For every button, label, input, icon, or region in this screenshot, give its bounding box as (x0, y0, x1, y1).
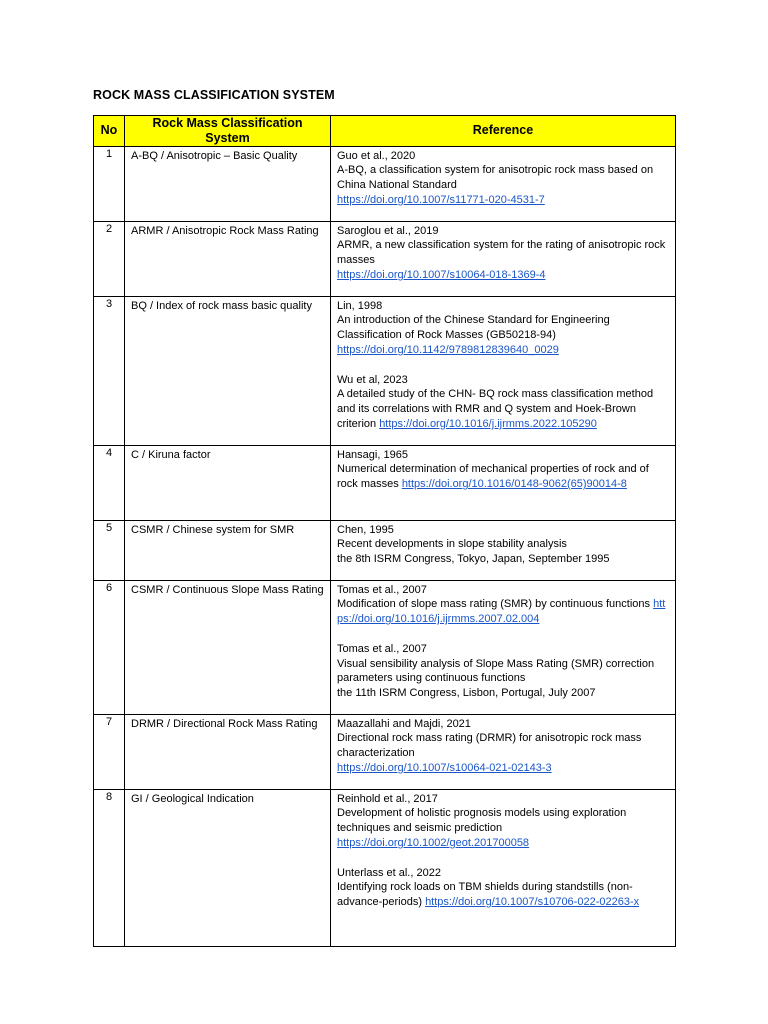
reference-entry (337, 149, 669, 208)
reference-cell (331, 445, 676, 520)
reference-author: Saroglou et al., 2019 (337, 224, 439, 237)
row-number: 2 (94, 221, 125, 296)
reference-cell (331, 146, 676, 221)
reference-title: A-BQ, a classification system for anisotropic rock mass based on China National Standard (337, 164, 654, 192)
table-row (94, 789, 676, 946)
table-row (94, 221, 676, 296)
table-row (94, 520, 676, 580)
doi-line (337, 193, 669, 208)
system-name: C / Kiruna factor (125, 445, 331, 520)
reference-entry (337, 583, 669, 627)
system-name: CSMR / Continuous Slope Mass Rating (125, 580, 331, 714)
doi-link[interactable]: https://doi.org/10.1016/0148-9062(65)90014-8 (401, 478, 627, 491)
reference-title-line (337, 880, 669, 910)
system-name: DRMR / Directional Rock Mass Rating (125, 714, 331, 789)
reference-venue: the 11th ISRM Congress, Lisbon, Portugal, July 2007 (337, 687, 596, 700)
table-row (94, 296, 676, 445)
doi-link[interactable]: https://doi.org/10.1016/j.ijrmms.2022.105290 (379, 417, 597, 430)
reference-title: Visual sensibility analysis of Slope Mass Rating (SMR) correction parameters using continuous functions (337, 657, 655, 685)
reference-title-line (337, 238, 669, 268)
reference-entry (337, 866, 669, 910)
doi-link[interactable]: https://doi.org/10.1142/9789812839640_0029 (337, 343, 559, 356)
row-number: 6 (94, 580, 125, 714)
reference-title: Development of holistic prognosis models using exploration techniques and seismic prediction (337, 807, 627, 835)
system-name: A-BQ / Anisotropic – Basic Quality (125, 146, 331, 221)
table-header-row (94, 116, 676, 147)
reference-author: Chen, 1995 (337, 523, 394, 536)
reference-title-line (337, 657, 669, 687)
reference-title: Identifying rock loads on TBM shields during standstills (non-advance-periods) (337, 881, 633, 909)
reference-author: Unterlass et al., 2022 (337, 866, 441, 879)
header-system: Rock Mass Classification System (125, 116, 331, 147)
header-no: No (94, 116, 125, 147)
doi-line (337, 343, 669, 358)
reference-entry (337, 224, 669, 283)
doi-link[interactable]: https://doi.org/10.1007/s10064-021-02143-3 (337, 761, 552, 774)
doi-link[interactable]: https://doi.org/10.1016/j.ijrmms.2007.02.004 (337, 598, 666, 626)
reference-title-line (337, 163, 669, 193)
reference-title: A detailed study of the CHN- BQ rock mass classification method and its correlations with RMR and Q system and Hoek-Brown criterion (337, 388, 654, 430)
reference-title: Modification of slope mass rating (SMR) by continuous functions (337, 598, 651, 611)
reference-entry (337, 523, 669, 567)
header-reference: Reference (331, 116, 676, 147)
reference-title-line (337, 462, 669, 492)
reference-author: Lin, 1998 (337, 299, 383, 312)
reference-cell (331, 789, 676, 946)
reference-cell (331, 714, 676, 789)
reference-venue: the 8th ISRM Congress, Tokyo, Japan, September 1995 (337, 553, 610, 566)
reference-title: ARMR, a new classification system for the rating of anisotropic rock masses (337, 239, 666, 267)
reference-title-line (337, 313, 669, 343)
row-number: 1 (94, 146, 125, 221)
table-row (94, 445, 676, 520)
doi-line (337, 268, 669, 283)
reference-cell (331, 221, 676, 296)
reference-entry (337, 642, 669, 701)
reference-cell (331, 296, 676, 445)
table-row (94, 580, 676, 714)
doi-link[interactable]: https://doi.org/10.1007/s10064-018-1369-4 (337, 268, 546, 281)
reference-entry (337, 792, 669, 851)
reference-title-line (337, 597, 669, 627)
reference-title-line (337, 806, 669, 836)
doi-link[interactable]: https://doi.org/10.1002/geot.201700058 (337, 836, 530, 849)
doi-line (337, 836, 669, 851)
reference-title: Numerical determination of mechanical properties of rock and of rock masses (337, 463, 649, 491)
doi-link[interactable]: https://doi.org/10.1007/s10706-022-02263-x (425, 896, 640, 909)
reference-author: Reinhold et al., 2017 (337, 792, 438, 805)
reference-author: Tomas et al., 2007 (337, 642, 427, 655)
table-body (94, 146, 676, 946)
document-title: ROCK MASS CLASSIFICATION SYSTEM (93, 88, 335, 102)
reference-title: Directional rock mass rating (DRMR) for anisotropic rock mass characterization (337, 732, 642, 760)
reference-entry (337, 717, 669, 776)
reference-author: Guo et al., 2020 (337, 149, 416, 162)
reference-entry (337, 373, 669, 432)
system-name: BQ / Index of rock mass basic quality (125, 296, 331, 445)
reference-title-line (337, 537, 669, 552)
reference-author: Maazallahi and Majdi, 2021 (337, 717, 471, 730)
reference-author: Tomas et al., 2007 (337, 583, 427, 596)
reference-cell (331, 520, 676, 580)
row-number: 8 (94, 789, 125, 946)
system-name: ARMR / Anisotropic Rock Mass Rating (125, 221, 331, 296)
system-name: CSMR / Chinese system for SMR (125, 520, 331, 580)
system-name: GI / Geological Indication (125, 789, 331, 946)
table-row (94, 146, 676, 221)
row-number: 4 (94, 445, 125, 520)
reference-title: Recent developments in slope stability analysis (337, 538, 567, 551)
reference-author: Wu et al, 2023 (337, 373, 408, 386)
reference-title-line (337, 731, 669, 761)
row-number: 3 (94, 296, 125, 445)
reference-entry (337, 299, 669, 358)
table-row (94, 714, 676, 789)
reference-title: An introduction of the Chinese Standard for Engineering Classification of Rock Masses (GB50218-94) (337, 314, 610, 342)
reference-author: Hansagi, 1965 (337, 448, 408, 461)
row-number: 5 (94, 520, 125, 580)
row-number: 7 (94, 714, 125, 789)
reference-cell (331, 580, 676, 714)
reference-title-line (337, 387, 669, 431)
classification-table (93, 115, 676, 947)
doi-link[interactable]: https://doi.org/10.1007/s11771-020-4531-7 (337, 193, 545, 206)
reference-entry (337, 448, 669, 492)
doi-line (337, 761, 669, 776)
